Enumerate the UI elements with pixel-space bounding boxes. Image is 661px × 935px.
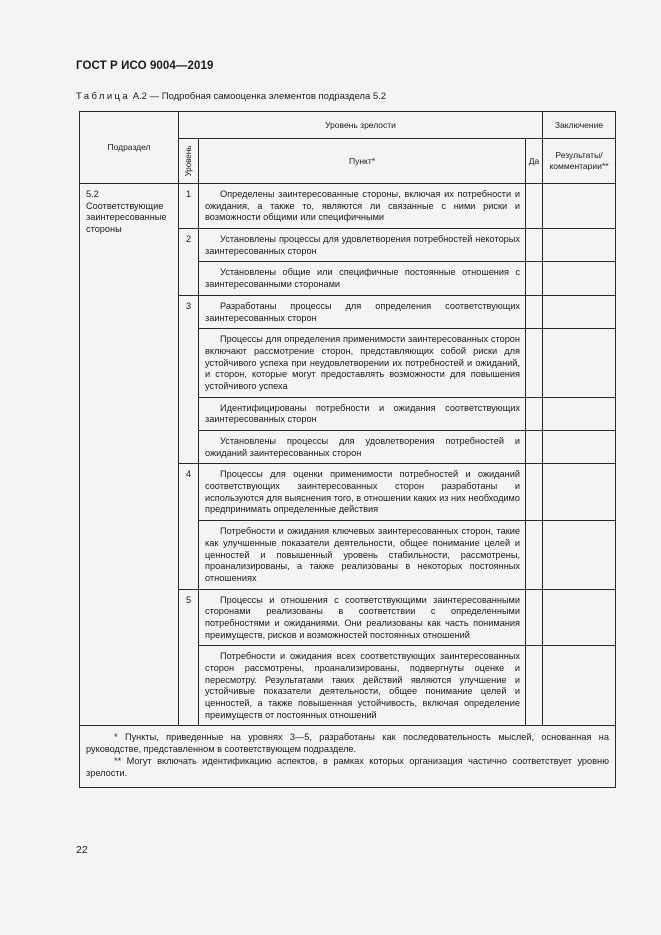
page-number: 22 — [76, 844, 88, 856]
item-cell: Установлены процессы для удовлетворения потребностей и ожиданий заинтересованных сторон — [199, 431, 526, 464]
footnote: * Пункты, приведенные на уровнях 3—5, разработаны как последовательность мыслей, основанная на руководстве, представленном в соответствующем подразделе. — [86, 732, 609, 755]
results-cell[interactable] — [543, 229, 616, 262]
results-cell[interactable] — [543, 464, 616, 521]
results-cell[interactable] — [543, 295, 616, 328]
level-cell: 1 — [179, 184, 199, 229]
level-cell: 4 — [179, 464, 199, 589]
item-cell: Установлены общие или специфичные постоянные отношения с заинтересованными сторонами — [199, 262, 526, 295]
yes-cell[interactable] — [526, 397, 543, 430]
yes-cell[interactable] — [526, 589, 543, 646]
level-cell: 5 — [179, 589, 199, 726]
item-cell: Установлены процессы для удовлетворения потребностей некоторых заинтересованных сторон — [199, 229, 526, 262]
item-cell: Идентифицированы потребности и ожидания соответствующих заинтересованных сторон — [199, 397, 526, 430]
results-cell[interactable] — [543, 184, 616, 229]
table-header-row — [80, 112, 616, 139]
yes-cell[interactable] — [526, 464, 543, 521]
header-conclusion: Заключение — [543, 112, 616, 139]
yes-cell[interactable] — [526, 262, 543, 295]
table-caption — [76, 91, 386, 102]
item-cell: Разработаны процессы для определения соответствующих заинтересованных сторон — [199, 295, 526, 328]
self-assessment-table — [79, 111, 616, 788]
yes-cell[interactable] — [526, 431, 543, 464]
item-cell: Процессы и отношения с соответствующими заинтересованными сторонами реализованы в соответствии с определенными потребностями и ожиданиями. Они реализованы как часть понимания преимуществ, рисков и возможностей постоянных отношений — [199, 589, 526, 646]
subsection-cell: 5.2 Соответствующие заинтересованные стороны — [80, 184, 179, 726]
item-cell: Потребности и ожидания ключевых заинтересованных сторон, такие как улучшенные показатели деятельности, общее понимание целей и ценностей и повышенный уровень стабильности, рассмотрены, проанализированы, а также реализованы в некоторых постоянных отношениях — [199, 521, 526, 589]
yes-cell[interactable] — [526, 329, 543, 397]
results-cell[interactable] — [543, 329, 616, 397]
footnote-row — [80, 726, 616, 788]
level-cell: 3 — [179, 295, 199, 464]
header-results: Результаты/ комментарии** — [543, 139, 616, 184]
level-cell: 2 — [179, 229, 199, 296]
results-cell[interactable] — [543, 262, 616, 295]
header-maturity-level: Уровень зрелости — [179, 112, 543, 139]
header-item: Пункт* — [199, 139, 526, 184]
results-cell[interactable] — [543, 589, 616, 646]
footnotes — [80, 726, 616, 788]
document-standard-title: ГОСТ Р ИСО 9004—2019 — [76, 60, 214, 72]
table-caption-text: А.2 — Подробная самооценка элементов подраздела 5.2 — [132, 91, 387, 102]
results-cell[interactable] — [543, 521, 616, 589]
table-caption-label: Таблица — [76, 91, 131, 102]
header-subsection: Подраздел — [80, 112, 179, 184]
footnote: ** Могут включать идентификацию аспектов, в рамках которых организация частично соответствует уровню зрелости. — [86, 756, 609, 779]
yes-cell[interactable] — [526, 184, 543, 229]
header-level-text: Уровень — [183, 145, 193, 177]
item-cell: Процессы для определения применимости заинтересованных сторон включают рассмотрение сторон, представляющих собой риски для устойчивого успеха при неудовлетворении их потребностей и ожиданий, и сторон, которые могут предоставлять возможности для повышения устойчивого успеха — [199, 329, 526, 397]
results-cell[interactable] — [543, 646, 616, 726]
header-yes: Да — [526, 139, 543, 184]
results-cell[interactable] — [543, 431, 616, 464]
yes-cell[interactable] — [526, 521, 543, 589]
yes-cell[interactable] — [526, 229, 543, 262]
yes-cell[interactable] — [526, 646, 543, 726]
item-cell: Потребности и ожидания всех соответствующих заинтересованных сторон рассмотрены, проанализированы, подвергнуты оценке и пересмотру. Результатами таких действий являются улучшение и устойчивые показатели деятельности, общее понимание целей и ценностей, а также повышенная устойчивость, включая определение преимуществ от постоянных отношений — [199, 646, 526, 726]
results-cell[interactable] — [543, 397, 616, 430]
item-cell: Определены заинтересованные стороны, включая их потребности и ожидания, а также то, являются ли связанные с ними риски и возможности общими или специфичными — [199, 184, 526, 229]
item-cell: Процессы для оценки применимости потребностей и ожиданий соответствующих заинтересованных сторон разработаны и используются для выяснения того, в отношении каких из них необходимо предпринимать определенные действия — [199, 464, 526, 521]
table-row — [80, 184, 616, 229]
yes-cell[interactable] — [526, 295, 543, 328]
header-level — [179, 139, 199, 184]
